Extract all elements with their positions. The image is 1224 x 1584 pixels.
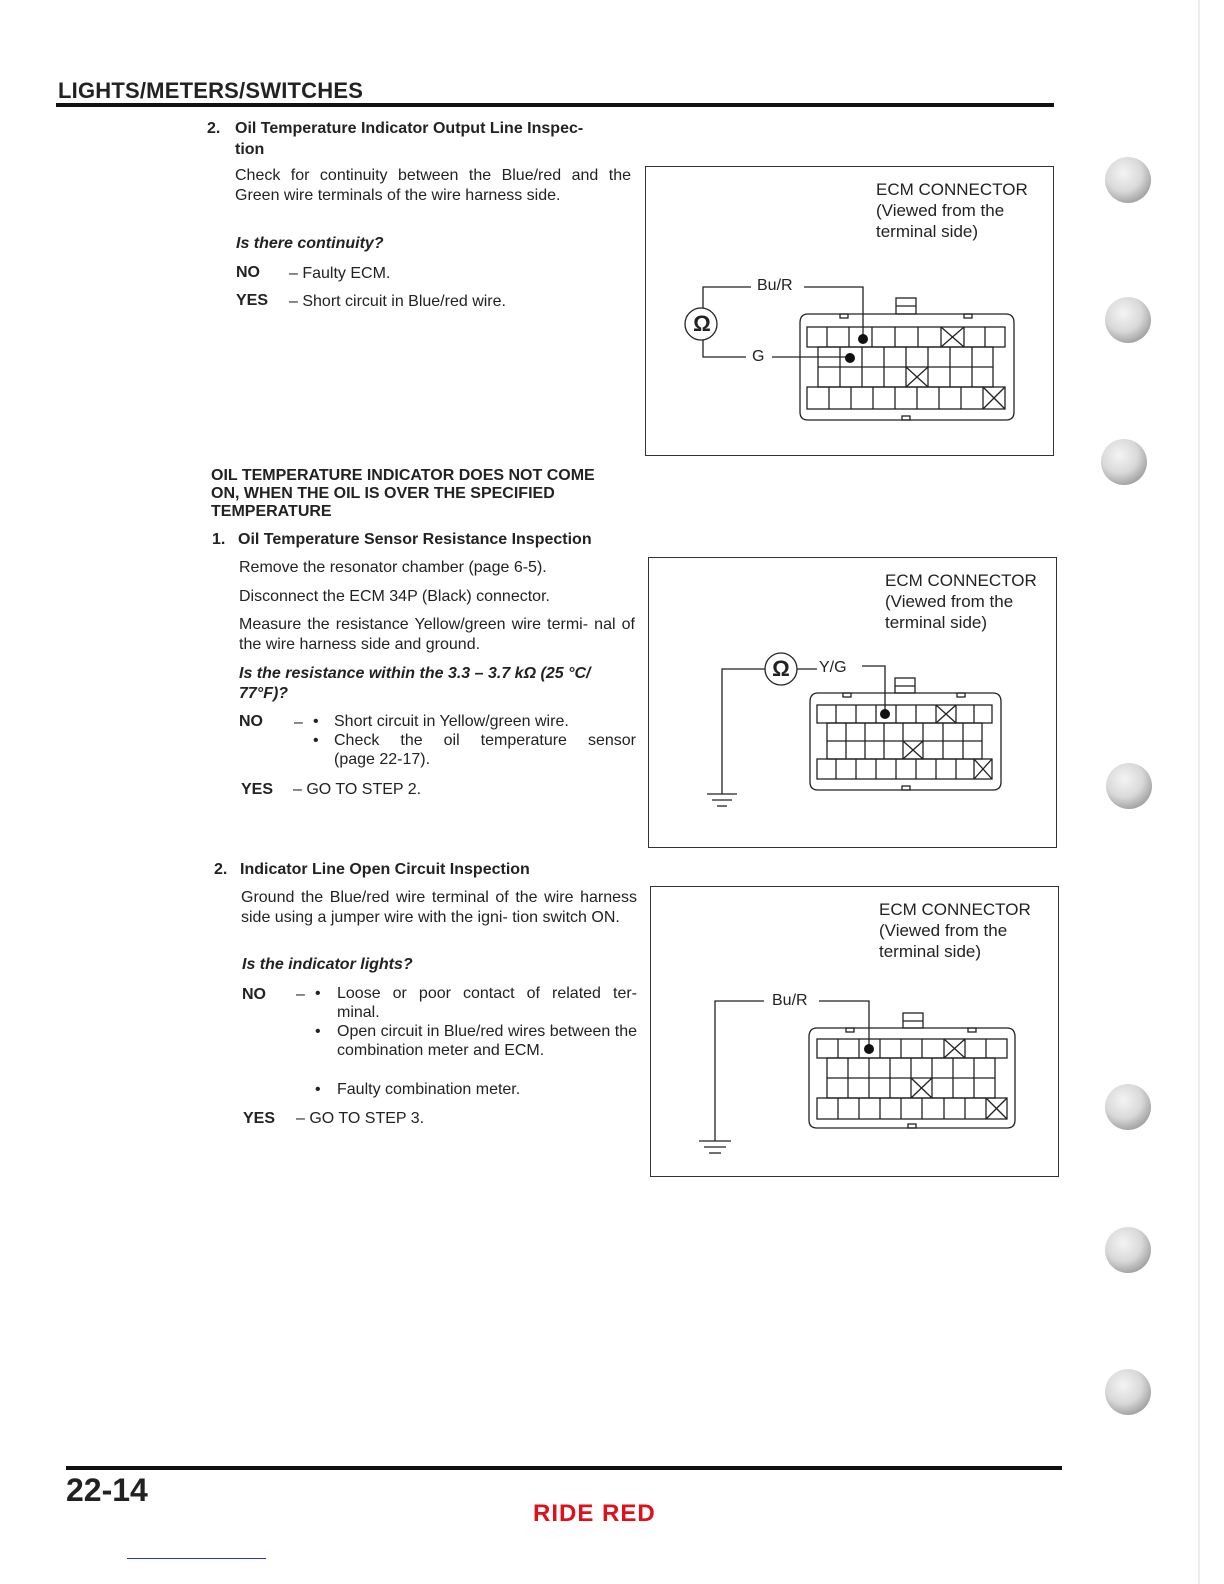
no-label: NO	[239, 713, 263, 730]
bullet: •	[315, 1081, 321, 1098]
bullet: •	[313, 732, 319, 749]
no-result-2	[334, 731, 636, 769]
step-number: 2.	[214, 861, 228, 878]
diagram-title-line2: (Viewed from the	[876, 201, 1005, 220]
diagram-title-line3: terminal side)	[879, 942, 982, 961]
step-body: Check for continuity between the Blue/red and the Green wire terminals of the wire harness side.	[235, 167, 631, 204]
step-title: Indicator Line Open Circuit Inspection	[240, 861, 530, 878]
diagram-title-line2: (Viewed from the	[885, 592, 1014, 611]
page-number: 22-14	[66, 1472, 148, 1508]
no-result-2-line1: Check the oil temperature sensor	[334, 732, 636, 749]
step-title	[235, 118, 633, 160]
page-edge	[1198, 0, 1200, 1584]
ohm-symbol: Ω	[772, 656, 790, 681]
no-result-3: Faulty combination meter.	[337, 1081, 521, 1098]
binder-hole	[1105, 157, 1151, 203]
no-result-2-line2: (page 22-17).	[334, 751, 431, 768]
step-title: Oil Temperature Sensor Resistance Inspection	[238, 531, 592, 548]
step-number: 2.	[207, 120, 221, 137]
procedure-line: Disconnect the ECM 34P (Black) connector.	[239, 588, 550, 605]
wire-label-bu-r: Bu/R	[772, 992, 808, 1009]
binder-hole	[1105, 1369, 1151, 1415]
section-heading	[211, 467, 641, 521]
question-line2: 77°F)?	[239, 685, 289, 702]
brand-logo: RIDE RED	[533, 1500, 656, 1527]
binder-hole	[1105, 1227, 1151, 1273]
wiring-schematic-3	[651, 887, 1057, 1175]
wire-label-g: G	[752, 348, 765, 365]
no-dash: –	[294, 714, 303, 731]
question-line1: Is the resistance within the 3.3 – 3.7 kΩ (25 °C/	[239, 665, 591, 682]
diagram-title-line1: ECM CONNECTOR	[885, 571, 1037, 590]
yes-label: YES	[243, 1110, 276, 1127]
no-label: NO	[236, 264, 260, 281]
procedure-line: Remove the resonator chamber (page 6-5).	[239, 559, 547, 576]
bullet: •	[315, 985, 321, 1002]
ecm-connector-diagram-2	[648, 557, 1057, 848]
wiring-schematic-2	[649, 558, 1055, 846]
yes-result: – GO TO STEP 3.	[296, 1110, 425, 1127]
yes-label: YES	[241, 781, 274, 798]
footer-link-underline	[127, 1558, 266, 1559]
header-rule	[56, 103, 1054, 107]
diagram-title-line3: terminal side)	[876, 222, 979, 241]
binder-hole	[1106, 763, 1152, 809]
step-number: 1.	[212, 531, 226, 548]
terminal-bu-r	[864, 1044, 874, 1054]
ecm-connector-diagram-1	[645, 166, 1054, 456]
question: Is the indicator lights?	[242, 956, 413, 973]
binder-hole	[1101, 439, 1147, 485]
step-body: Ground the Blue/red wire terminal of the wire harness side using a jumper wire with the igni- tion switch ON.	[241, 889, 637, 926]
no-result-1: Loose or poor contact of related ter- minal.	[337, 985, 637, 1021]
no-result: – Faulty ECM.	[289, 265, 391, 282]
diagram-title-line2: (Viewed from the	[879, 921, 1008, 940]
diagram-title-line1: ECM CONNECTOR	[876, 180, 1028, 199]
question: Is there continuity?	[236, 235, 384, 252]
binder-hole	[1105, 297, 1151, 343]
section-heading-line3: TEMPERATURE	[211, 503, 332, 520]
binder-hole	[1105, 1084, 1151, 1130]
no-result-1: Short circuit in Yellow/green wire.	[334, 713, 569, 730]
no-result-2: Open circuit in Blue/red wires between the combination meter and ECM.	[337, 1023, 637, 1059]
step-title-line2: tion	[235, 141, 265, 158]
terminal-g	[845, 353, 855, 363]
procedure-line: Measure the resistance Yellow/green wire termi- nal of the wire harness side and ground.	[239, 616, 635, 653]
yes-label: YES	[236, 292, 269, 309]
section-heading-line1: OIL TEMPERATURE INDICATOR DOES NOT COME	[211, 467, 595, 484]
wire-label-y-g: Y/G	[819, 659, 847, 676]
ecm-connector-diagram-3	[650, 886, 1059, 1177]
diagram-title-line1: ECM CONNECTOR	[879, 900, 1031, 919]
diagram-title-line3: terminal side)	[885, 613, 988, 632]
footer-rule	[66, 1466, 1062, 1470]
question	[239, 664, 635, 704]
yes-result: – GO TO STEP 2.	[293, 781, 422, 798]
no-label: NO	[242, 986, 266, 1003]
terminal-y-g	[880, 709, 890, 719]
ohm-symbol: Ω	[693, 311, 711, 336]
bullet: •	[313, 713, 319, 730]
section-heading-line2: ON, WHEN THE OIL IS OVER THE SPECIFIED	[211, 485, 555, 502]
step-title-line1: Oil Temperature Indicator Output Line Inspec-	[235, 120, 584, 137]
terminal-bu-r	[858, 334, 868, 344]
bullet: •	[315, 1023, 321, 1040]
no-dash: –	[296, 986, 305, 1003]
yes-result: – Short circuit in Blue/red wire.	[289, 293, 506, 310]
page-section-title: LIGHTS/METERS/SWITCHES	[58, 78, 364, 103]
wire-label-bu-r: Bu/R	[757, 277, 793, 294]
